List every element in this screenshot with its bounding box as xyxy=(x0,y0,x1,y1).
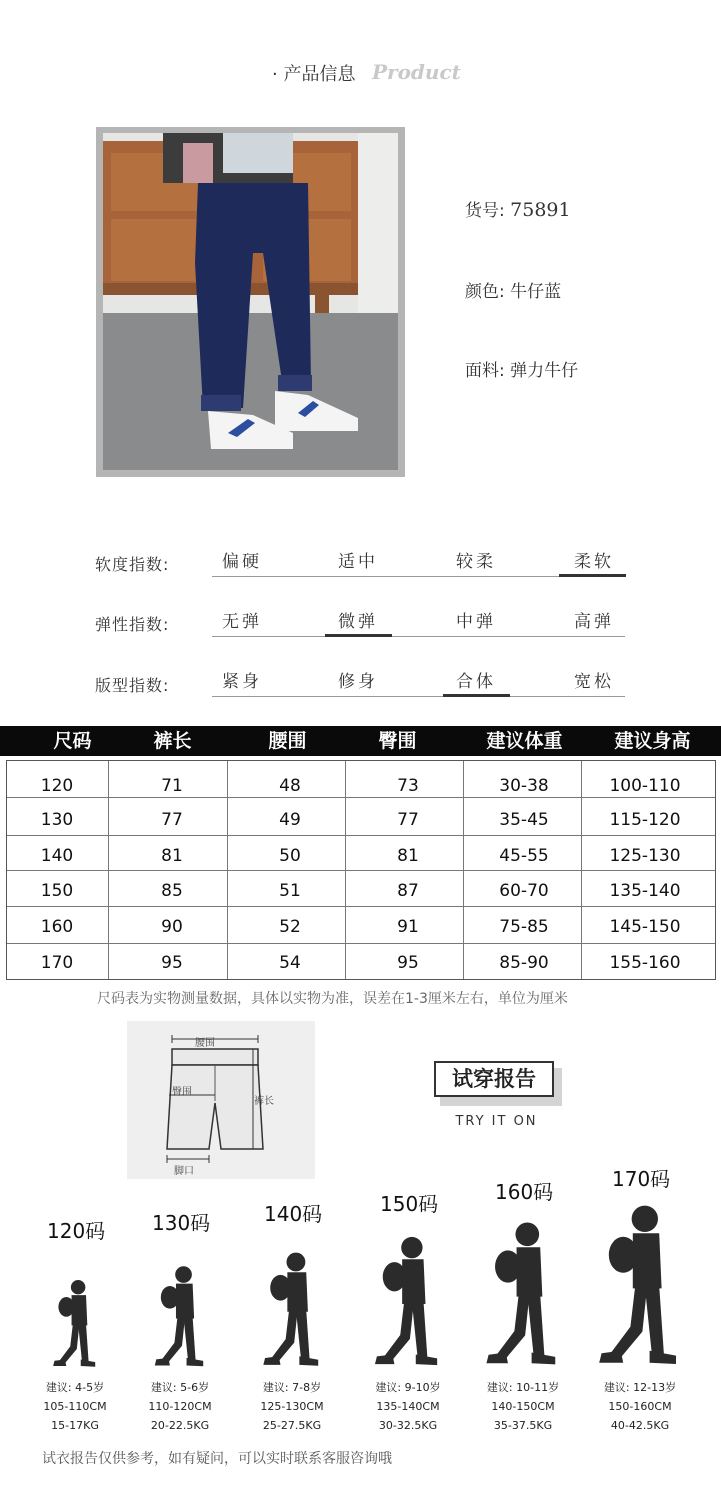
cell-hip: 73 xyxy=(397,776,419,796)
cell-hip: 91 xyxy=(397,917,419,937)
cell-pants-length: 77 xyxy=(161,810,183,830)
cell-hip: 81 xyxy=(397,846,419,866)
elasticity-option-3: 中弹 xyxy=(456,612,496,632)
section-title-cn: · 产品信息 xyxy=(272,64,356,85)
fabric-label: 面料: xyxy=(465,361,505,381)
size-label-5: 160码 xyxy=(495,1180,554,1204)
cell-pants-length: 85 xyxy=(161,881,183,901)
product-photo xyxy=(103,133,398,470)
cell-size: 120 xyxy=(40,776,74,796)
cell-height: 135-140 xyxy=(609,881,681,901)
cell-pants-length: 90 xyxy=(161,917,183,937)
diagram-label-waist: 腰围 xyxy=(195,1038,215,1049)
fit-option-4: 宽松 xyxy=(574,672,614,692)
cell-hip: 95 xyxy=(397,953,419,973)
diagram-label-length: 裤长 xyxy=(254,1096,274,1107)
kid-silhouette-icon xyxy=(369,1234,447,1370)
kid-silhouette-icon xyxy=(150,1264,211,1370)
kid-weight: 35-37.5KG xyxy=(493,1419,553,1432)
size-table-header xyxy=(0,726,721,756)
cell-weight: 30-38 xyxy=(499,776,549,796)
try-on-footer-note: 试衣报告仅供参考，如有疑问，可以实时联系客服咨询哦 xyxy=(42,1451,392,1467)
header-hip: 臀围 xyxy=(378,730,417,752)
fit-option-1: 紧身 xyxy=(222,672,262,692)
cell-pants-length: 81 xyxy=(161,846,183,866)
elasticity-scale-line xyxy=(212,636,625,637)
cell-height: 100-110 xyxy=(609,776,681,796)
elasticity-option-2: 微弹 xyxy=(338,612,378,632)
kid-age: 建议: 7-8岁 xyxy=(262,1381,322,1394)
kid-age: 建议: 10-11岁 xyxy=(486,1381,560,1394)
fabric-row xyxy=(465,356,578,381)
kid-silhouette-icon xyxy=(258,1250,327,1370)
cell-waist: 51 xyxy=(279,881,301,901)
elasticity-option-1: 无弹 xyxy=(222,612,262,632)
cell-height: 155-160 xyxy=(609,953,681,973)
fabric-value: 弹力牛仔 xyxy=(510,361,579,381)
color-label: 颜色: xyxy=(465,282,505,302)
try-on-subtitle: TRY IT ON xyxy=(455,1114,538,1129)
diagram-label-hem: 脚口 xyxy=(174,1166,194,1177)
elasticity-selected-marker xyxy=(325,634,392,637)
fit-label: 版型指数: xyxy=(95,676,170,695)
cell-pants-length: 95 xyxy=(161,953,183,973)
kid-age: 建议: 4-5岁 xyxy=(45,1381,105,1394)
kid-silhouette-icon xyxy=(480,1219,566,1370)
fit-option-3: 合体 xyxy=(456,672,496,692)
kid-caption-5 xyxy=(468,1378,578,1435)
kid-silhouette-icon xyxy=(49,1278,102,1370)
cell-size: 140 xyxy=(40,846,74,866)
kid-weight: 20-22.5KG xyxy=(150,1419,210,1432)
fit-scale-line xyxy=(212,696,625,697)
size-label-6: 170码 xyxy=(612,1167,671,1191)
cell-weight: 35-45 xyxy=(499,810,549,830)
section-title-en: Product xyxy=(372,60,461,84)
kid-age: 建议: 12-13岁 xyxy=(603,1381,677,1394)
cell-weight: 75-85 xyxy=(499,917,549,937)
header-waist: 腰围 xyxy=(268,730,307,752)
kid-caption-3 xyxy=(237,1378,347,1435)
cell-size: 170 xyxy=(40,953,74,973)
size-table-note: 尺码表为实物测量数据，具体以实物为准，误差在1-3厘米左右，单位为厘米 xyxy=(97,991,568,1007)
size-label-2: 130码 xyxy=(152,1211,211,1235)
diagram-label-hip: 臀围 xyxy=(172,1087,192,1098)
kid-weight: 30-32.5KG xyxy=(378,1419,438,1432)
cell-waist: 54 xyxy=(279,953,301,973)
cell-hip: 77 xyxy=(397,810,419,830)
kid-height: 140-150CM xyxy=(491,1400,555,1413)
cell-size: 130 xyxy=(40,810,74,830)
softness-option-4: 柔软 xyxy=(574,552,614,572)
softness-label: 软度指数: xyxy=(95,555,170,574)
kid-weight: 25-27.5KG xyxy=(262,1419,322,1432)
fit-selected-marker xyxy=(443,694,510,697)
header-size: 尺码 xyxy=(53,730,92,752)
cell-weight: 85-90 xyxy=(499,953,549,973)
cell-hip: 87 xyxy=(397,881,419,901)
header-height: 建议身高 xyxy=(614,730,691,752)
header-pants-length: 裤长 xyxy=(153,730,192,752)
cell-weight: 45-55 xyxy=(499,846,549,866)
kid-caption-2 xyxy=(125,1378,235,1435)
cell-waist: 48 xyxy=(279,776,301,796)
kid-age: 建议: 5-6岁 xyxy=(150,1381,210,1394)
kid-height: 105-110CM xyxy=(43,1400,107,1413)
cell-size: 160 xyxy=(40,917,74,937)
kid-age: 建议: 9-10岁 xyxy=(375,1381,441,1394)
cell-waist: 49 xyxy=(279,810,301,830)
try-on-title: 试穿报告 xyxy=(434,1061,554,1097)
kid-caption-1 xyxy=(20,1378,130,1435)
softness-option-3: 较柔 xyxy=(456,552,496,572)
kid-height: 135-140CM xyxy=(376,1400,440,1413)
elasticity-label: 弹性指数: xyxy=(95,615,170,634)
cell-weight: 60-70 xyxy=(499,881,549,901)
kid-caption-6 xyxy=(585,1378,695,1435)
softness-option-2: 适中 xyxy=(338,552,378,572)
cell-height: 145-150 xyxy=(609,917,681,937)
size-label-1: 120码 xyxy=(47,1219,106,1243)
softness-selected-marker xyxy=(559,574,626,577)
item-no-row xyxy=(465,196,571,221)
kid-height: 125-130CM xyxy=(260,1400,324,1413)
cell-waist: 50 xyxy=(279,846,301,866)
cell-height: 125-130 xyxy=(609,846,681,866)
cell-waist: 52 xyxy=(279,917,301,937)
color-row xyxy=(465,277,561,302)
pants-measurement-diagram xyxy=(127,1021,315,1179)
kid-weight: 40-42.5KG xyxy=(610,1419,670,1432)
size-label-3: 140码 xyxy=(264,1202,323,1226)
kid-silhouette-icon xyxy=(592,1202,688,1370)
cell-size: 150 xyxy=(40,881,74,901)
cell-pants-length: 71 xyxy=(161,776,183,796)
color-value: 牛仔蓝 xyxy=(510,282,562,302)
softness-option-1: 偏硬 xyxy=(222,552,262,572)
header-weight: 建议体重 xyxy=(486,730,563,752)
elasticity-option-4: 高弹 xyxy=(574,612,614,632)
item-no-label: 货号: xyxy=(465,201,505,221)
kid-height: 110-120CM xyxy=(148,1400,212,1413)
kid-weight: 15-17KG xyxy=(51,1419,99,1432)
item-no-value: 75891 xyxy=(510,199,571,221)
kid-height: 150-160CM xyxy=(608,1400,672,1413)
size-label-4: 150码 xyxy=(380,1192,439,1216)
cell-height: 115-120 xyxy=(609,810,681,830)
fit-option-2: 修身 xyxy=(338,672,378,692)
kid-caption-4 xyxy=(353,1378,463,1435)
